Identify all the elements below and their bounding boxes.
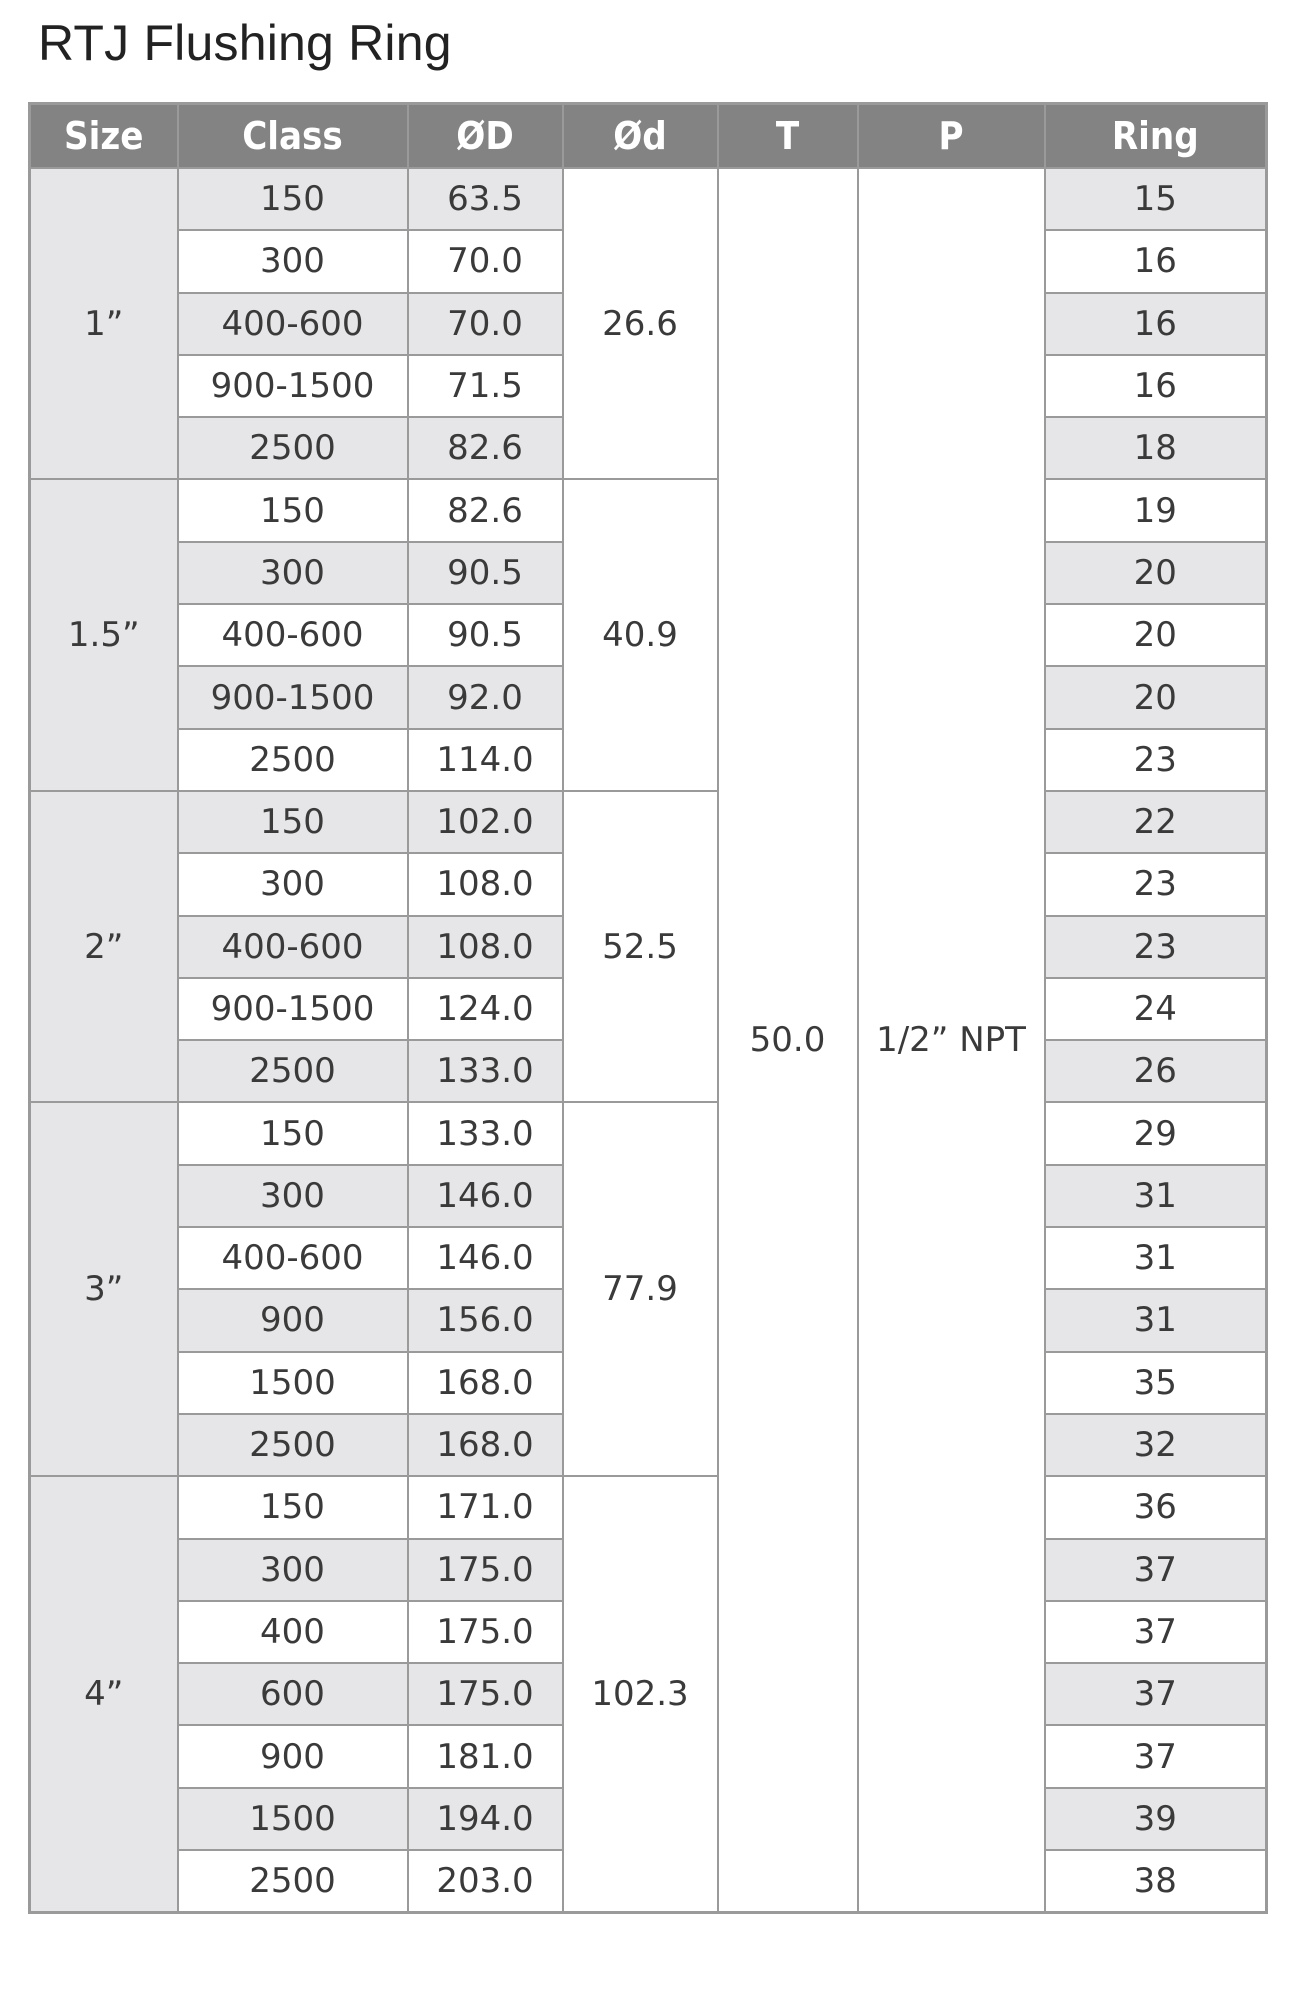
outer-diameter-cell: 71.5 (408, 355, 563, 417)
table-row (30, 791, 1267, 853)
ring-cell: 38 (1045, 1850, 1267, 1913)
table-row (30, 168, 1267, 230)
ring-cell: 15 (1045, 168, 1267, 230)
outer-diameter-cell: 194.0 (408, 1788, 563, 1850)
class-cell: 1500 (178, 1352, 408, 1414)
class-cell: 600 (178, 1663, 408, 1725)
inner-diameter-cell: 102.3 (563, 1476, 718, 1913)
table-row (30, 479, 1267, 541)
class-cell: 400 (178, 1601, 408, 1663)
outer-diameter-cell: 175.0 (408, 1539, 563, 1601)
header-ring: Ring (1045, 104, 1267, 169)
outer-diameter-cell: 133.0 (408, 1102, 563, 1164)
ring-cell: 18 (1045, 417, 1267, 479)
size-cell: 2” (30, 791, 178, 1102)
ring-cell: 36 (1045, 1476, 1267, 1538)
class-cell: 2500 (178, 1850, 408, 1913)
ring-cell: 19 (1045, 479, 1267, 541)
header-inner-diameter: Ød (563, 104, 718, 169)
ring-cell: 24 (1045, 978, 1267, 1040)
ring-cell: 23 (1045, 916, 1267, 978)
ring-cell: 20 (1045, 542, 1267, 604)
outer-diameter-cell: 63.5 (408, 168, 563, 230)
ring-cell: 26 (1045, 1040, 1267, 1102)
outer-diameter-cell: 181.0 (408, 1725, 563, 1787)
table-row (30, 1102, 1267, 1164)
outer-diameter-cell: 70.0 (408, 230, 563, 292)
class-cell: 150 (178, 1476, 408, 1538)
outer-diameter-cell: 82.6 (408, 417, 563, 479)
ring-cell: 31 (1045, 1289, 1267, 1351)
outer-diameter-cell: 133.0 (408, 1040, 563, 1102)
class-cell: 2500 (178, 1414, 408, 1476)
spec-table (28, 102, 1268, 1914)
ring-cell: 20 (1045, 604, 1267, 666)
outer-diameter-cell: 203.0 (408, 1850, 563, 1913)
ring-cell: 32 (1045, 1414, 1267, 1476)
outer-diameter-cell: 156.0 (408, 1289, 563, 1351)
ring-cell: 23 (1045, 729, 1267, 791)
class-cell: 900 (178, 1725, 408, 1787)
port-cell: 1/2” NPT (858, 168, 1045, 1913)
ring-cell: 37 (1045, 1539, 1267, 1601)
class-cell: 150 (178, 168, 408, 230)
class-cell: 300 (178, 542, 408, 604)
outer-diameter-cell: 146.0 (408, 1227, 563, 1289)
size-cell: 3” (30, 1102, 178, 1476)
class-cell: 900-1500 (178, 666, 408, 728)
size-cell: 1.5” (30, 479, 178, 790)
outer-diameter-cell: 124.0 (408, 978, 563, 1040)
outer-diameter-cell: 114.0 (408, 729, 563, 791)
class-cell: 300 (178, 853, 408, 915)
header-class: Class (178, 104, 408, 169)
outer-diameter-cell: 168.0 (408, 1352, 563, 1414)
ring-cell: 16 (1045, 230, 1267, 292)
class-cell: 1500 (178, 1788, 408, 1850)
class-cell: 900 (178, 1289, 408, 1351)
ring-cell: 16 (1045, 355, 1267, 417)
ring-cell: 22 (1045, 791, 1267, 853)
outer-diameter-cell: 175.0 (408, 1601, 563, 1663)
class-cell: 2500 (178, 1040, 408, 1102)
ring-cell: 37 (1045, 1663, 1267, 1725)
class-cell: 400-600 (178, 604, 408, 666)
page-title: RTJ Flushing Ring (38, 15, 452, 71)
outer-diameter-cell: 146.0 (408, 1165, 563, 1227)
outer-diameter-cell: 90.5 (408, 604, 563, 666)
header-thickness: T (718, 104, 858, 169)
class-cell: 300 (178, 1539, 408, 1601)
outer-diameter-cell: 108.0 (408, 916, 563, 978)
outer-diameter-cell: 108.0 (408, 853, 563, 915)
class-cell: 300 (178, 230, 408, 292)
ring-cell: 31 (1045, 1165, 1267, 1227)
inner-diameter-cell: 26.6 (563, 168, 718, 479)
class-cell: 150 (178, 791, 408, 853)
header-size: Size (30, 104, 178, 169)
header-port: P (858, 104, 1045, 169)
class-cell: 150 (178, 1102, 408, 1164)
inner-diameter-cell: 52.5 (563, 791, 718, 1102)
outer-diameter-cell: 175.0 (408, 1663, 563, 1725)
outer-diameter-cell: 82.6 (408, 479, 563, 541)
ring-cell: 23 (1045, 853, 1267, 915)
ring-cell: 39 (1045, 1788, 1267, 1850)
class-cell: 150 (178, 479, 408, 541)
class-cell: 900-1500 (178, 978, 408, 1040)
class-cell: 900-1500 (178, 355, 408, 417)
outer-diameter-cell: 92.0 (408, 666, 563, 728)
table-body (30, 168, 1267, 1913)
outer-diameter-cell: 90.5 (408, 542, 563, 604)
class-cell: 400-600 (178, 293, 408, 355)
header-row (30, 104, 1267, 169)
thickness-cell: 50.0 (718, 168, 858, 1913)
class-cell: 400-600 (178, 1227, 408, 1289)
header-outer-diameter: ØD (408, 104, 563, 169)
ring-cell: 35 (1045, 1352, 1267, 1414)
inner-diameter-cell: 77.9 (563, 1102, 718, 1476)
ring-cell: 31 (1045, 1227, 1267, 1289)
table-row (30, 1476, 1267, 1538)
class-cell: 2500 (178, 417, 408, 479)
size-cell: 1” (30, 168, 178, 479)
ring-cell: 16 (1045, 293, 1267, 355)
class-cell: 300 (178, 1165, 408, 1227)
ring-cell: 29 (1045, 1102, 1267, 1164)
outer-diameter-cell: 168.0 (408, 1414, 563, 1476)
class-cell: 400-600 (178, 916, 408, 978)
ring-cell: 37 (1045, 1601, 1267, 1663)
inner-diameter-cell: 40.9 (563, 479, 718, 790)
class-cell: 2500 (178, 729, 408, 791)
outer-diameter-cell: 171.0 (408, 1476, 563, 1538)
outer-diameter-cell: 102.0 (408, 791, 563, 853)
ring-cell: 37 (1045, 1725, 1267, 1787)
outer-diameter-cell: 70.0 (408, 293, 563, 355)
size-cell: 4” (30, 1476, 178, 1913)
ring-cell: 20 (1045, 666, 1267, 728)
